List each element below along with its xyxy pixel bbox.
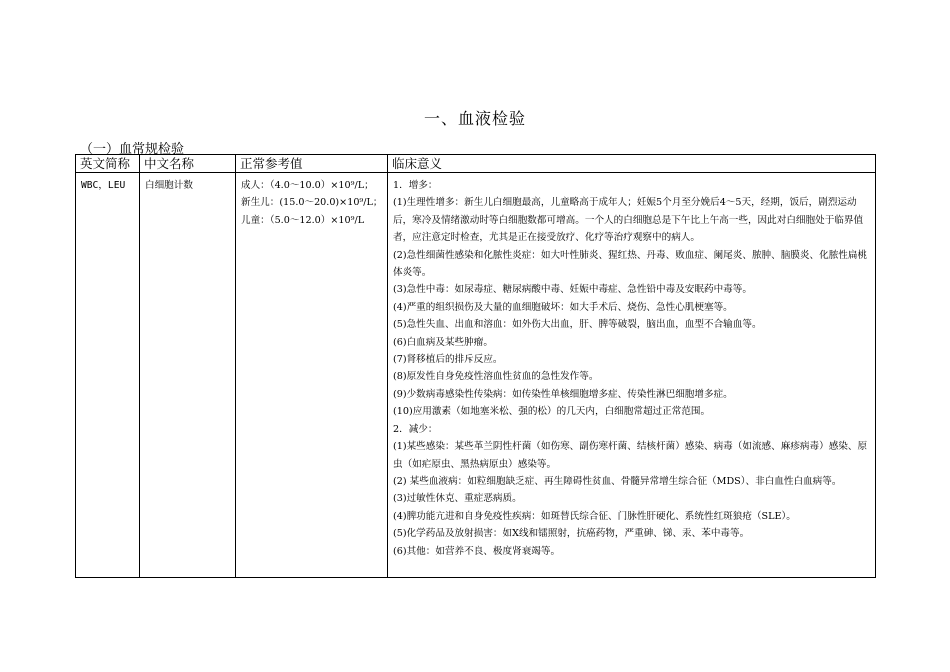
header-abbr: 英文简称 (76, 155, 140, 173)
meaning-item: (3)过敏性休克、重症恶病质。 (393, 493, 522, 505)
name-cell (140, 173, 236, 578)
normal-value-child: 儿童：（5.0～12.0）×10⁹/L (241, 214, 365, 226)
section-title: （一）血常规检验 (80, 142, 185, 157)
meaning-item: (9)少数病毒感染性传染病：如传染性单核细胞增多症、传染性淋巴细胞增多症。 (393, 388, 733, 400)
meaning-item: (4)严重的组织损伤及大量的血细胞破坏：如大手术后、烧伤、急性心肌梗塞等。 (393, 301, 733, 313)
meaning-item: (10)应用激素（如地塞米松、强的松）的几天内，白细胞常超过正常范围。 (393, 406, 711, 418)
table-header-row (76, 155, 876, 173)
meaning-item: (5)化学药品及放射损害：如X线和镭照射，抗癌药物，严重砷、锑、汞、苯中毒等。 (393, 528, 750, 540)
meaning-item: (8)原发性自身免疫性溶血性贫血的急性发作等。 (393, 371, 599, 383)
page-title: 一、血液检验 (423, 109, 526, 128)
normal-value-cell (236, 173, 388, 578)
meaning-item: (3)急性中毒：如尿毒症、糖尿病酸中毒、妊娠中毒症、急性铅中毒及安眠药中毒等。 (393, 284, 752, 296)
reference-table (75, 154, 876, 578)
normal-value-adult: 成人：（4.0～10.0）×10⁹/L； (241, 180, 374, 191)
normal-value-newborn: 新生儿：(15.0～20.0)×10⁹/L； (241, 197, 383, 209)
abbr-cell (76, 173, 140, 578)
header-clinical-meaning: 临床意义 (388, 155, 876, 173)
meaning-item: (4)脾功能亢进和自身免疫性疾病：如斑替氏综合征、门脉性肝硬化、系统性红斑狼疮（SLE）。 (393, 510, 796, 522)
meaning-item: (1)某些感染：某些革兰阴性杆菌（如伤寒、副伤寒杆菌、结核杆菌）感染、病毒（如流感、麻疹病毒）感染、原虫（如疟原虫、黑热病原虫）感染等。 (393, 441, 868, 470)
meaning-item: (6)白血病及某些肿瘤。 (393, 336, 493, 348)
abbr-text: WBC，LEU (81, 180, 126, 191)
name-text: 白细胞计数 (145, 180, 193, 191)
meaning-item: (5)急性失血、出血和溶血：如外伤大出血，肝、脾等破裂，脑出血，血型不合输血等。 (393, 319, 762, 331)
meaning-item: (2)急性细菌性感染和化脓性炎症：如大叶性肺炎、猩红热、丹毒、败血症、阑尾炎、脓肿、脑膜炎、化脓性扁桃体炎等。 (393, 249, 868, 279)
meaning-item: (2) 某些血液病：如粒细胞缺乏症、再生障碍性贫血、骨髓异常增生综合征（MDS）、非白血性白血病等。 (393, 475, 842, 487)
header-normal-value: 正常参考值 (236, 155, 388, 173)
table-row (76, 173, 876, 578)
meaning-item: (6)其他：如营养不良、极度肾衰竭等。 (393, 545, 561, 557)
header-name: 中文名称 (140, 155, 236, 173)
meaning-heading-decrease: 2．减少： (393, 423, 438, 435)
meaning-item: (1)生理性增多：新生儿白细胞最高，儿童略高于成年人；妊娠5个月至分娩后4～5天，经期，饭后，剧烈运动后，寒冷及情绪激动时等白细胞数都可增高。一个人的白细胞总是下午比上午高一些，因此对白细胞处于临界值者，应注意定时检查，尤其是正在接受放疗、化疗等治疗观察中的病人。 (393, 197, 864, 244)
meaning-item: (7)肾移植后的排斥反应。 (393, 354, 503, 366)
meaning-heading-increase: 1．增多： (393, 180, 438, 191)
clinical-meaning-cell (388, 173, 876, 578)
